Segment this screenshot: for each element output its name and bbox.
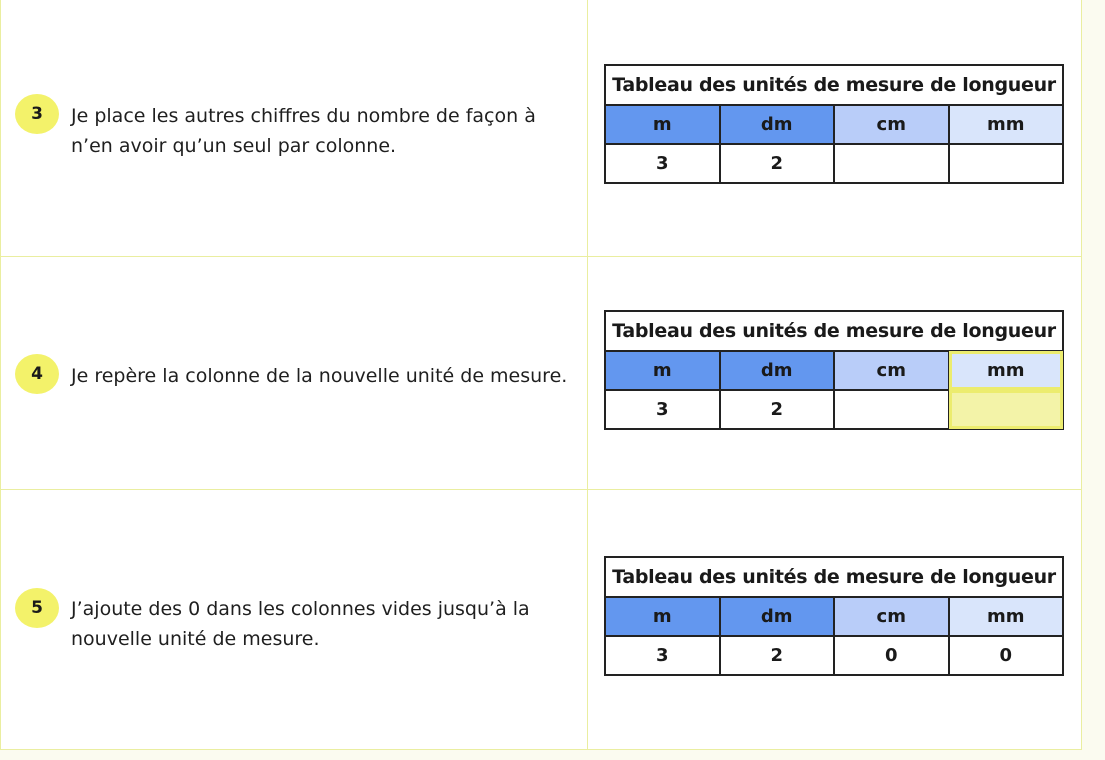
unit-header-cm: cm [834,597,949,636]
unit-header-dm: dm [720,597,835,636]
step-row-4 [0,257,1082,490]
value-cell-cm: 0 [834,636,949,675]
units-table [604,64,1064,184]
units-table-caption: Tableau des unités de mesure de longueur [605,311,1063,351]
units-table [604,310,1064,430]
value-cell-mm [949,144,1064,183]
value-cell-cm [834,144,949,183]
unit-header-mm-highlighted: mm [949,351,1064,390]
unit-header-cm: cm [834,105,949,144]
value-cell-dm: 2 [720,636,835,675]
column-divider [587,257,588,489]
units-value-row [605,144,1063,183]
units-table [604,556,1064,676]
step-number-badge: 4 [15,354,59,394]
unit-header-mm: mm [949,597,1064,636]
value-cell-mm: 0 [949,636,1064,675]
value-cell-dm: 2 [720,390,835,429]
step-text: Je place les autres chiffres du nombre de façon à n’en avoir qu’un seul par colonne. [71,105,536,157]
value-cell-m: 3 [605,144,720,183]
value-cell-dm: 2 [720,144,835,183]
step-text: J’ajoute des 0 dans les colonnes vides jusqu’à la nouvelle unité de mesure. [71,598,530,650]
column-divider [587,490,588,749]
unit-header-dm: dm [720,105,835,144]
unit-header-mm: mm [949,105,1064,144]
units-table-caption: Tableau des unités de mesure de longueur [605,65,1063,105]
units-header-row [605,351,1063,390]
column-divider [587,0,588,256]
value-cell-cm [834,390,949,429]
unit-header-cm: cm [834,351,949,390]
value-cell-mm-highlighted [949,390,1064,429]
step-text: Je repère la colonne de la nouvelle unité de mesure. [71,365,568,387]
unit-header-m: m [605,351,720,390]
step-row-3 [0,0,1082,257]
units-header-row [605,105,1063,144]
units-value-row [605,390,1063,429]
step-number-badge: 5 [15,588,59,628]
unit-header-m: m [605,105,720,144]
value-cell-m: 3 [605,636,720,675]
step-row-5 [0,490,1082,750]
value-cell-m: 3 [605,390,720,429]
unit-header-m: m [605,597,720,636]
unit-header-dm: dm [720,351,835,390]
units-value-row [605,636,1063,675]
units-table-caption: Tableau des unités de mesure de longueur [605,557,1063,597]
units-header-row [605,597,1063,636]
step-number-badge: 3 [15,94,59,134]
